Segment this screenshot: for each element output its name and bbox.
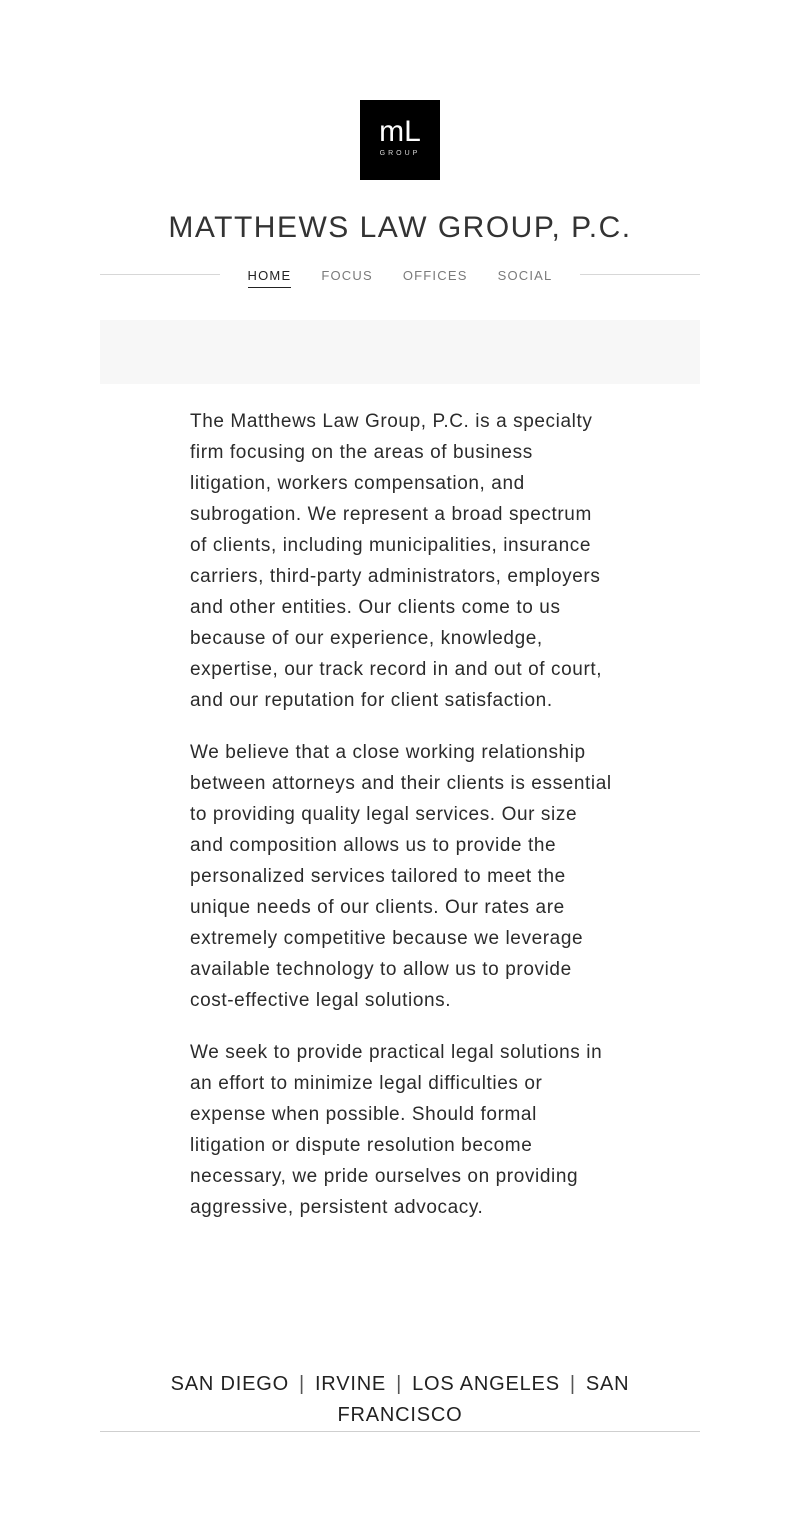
office-separator: | (298, 1373, 305, 1395)
main-content (190, 406, 614, 1244)
office-los-angeles: LOS ANGELES (412, 1373, 560, 1395)
banner-placeholder (100, 320, 700, 384)
site-title[interactable]: MATTHEWS LAW GROUP, P.C. (168, 211, 632, 244)
logo-subtext: GROUP (379, 150, 421, 157)
office-irvine: IRVINE (314, 1373, 387, 1395)
office-locations (150, 1369, 650, 1431)
logo[interactable] (360, 100, 440, 180)
nav-divider-right (580, 274, 700, 275)
office-separator: | (569, 1373, 576, 1395)
nav-item-social[interactable]: SOCIAL (497, 268, 553, 283)
office-separator: | (396, 1373, 403, 1395)
nav-divider-left (100, 274, 220, 275)
nav-item-focus[interactable]: FOCUS (321, 268, 373, 283)
intro-paragraph: The Matthews Law Group, P.C. is a specialty firm focusing on the areas of business litigation, workers compensation, and subrogation. We represent a broad spectrum of clients, including municipalities, insurance carriers, third-party administrators, employers and other entities. Our clients come to us because of our experience, knowledge, expertise, our track record in and out of court, and our reputation for client satisfaction. (190, 411, 603, 711)
relationship-paragraph: We believe that a close working relationship between attorneys and their clients is essential to providing quality legal services. Our size and composition allows us to provide the personalized services tailored to meet the unique needs of our clients. Our rates are extremely competitive because we leverage available technology to allow us to provide cost-effective legal solutions. (190, 742, 612, 1011)
office-san-diego: SAN DIEGO (170, 1373, 289, 1395)
logo-mark: mL (379, 115, 421, 148)
footer-divider (100, 1431, 700, 1432)
nav-item-offices[interactable]: OFFICES (402, 268, 468, 283)
main-nav (220, 266, 580, 288)
advocacy-paragraph: We seek to provide practical legal solutions in an effort to minimize legal difficulties or expense when possible. Should formal litigation or dispute resolution become necessary, we pride ourselves on providing aggressive, persistent advocacy. (190, 1042, 603, 1218)
nav-item-home[interactable]: HOME (248, 266, 292, 288)
office-san-francisco: SAN FRANCISCO (337, 1373, 630, 1426)
